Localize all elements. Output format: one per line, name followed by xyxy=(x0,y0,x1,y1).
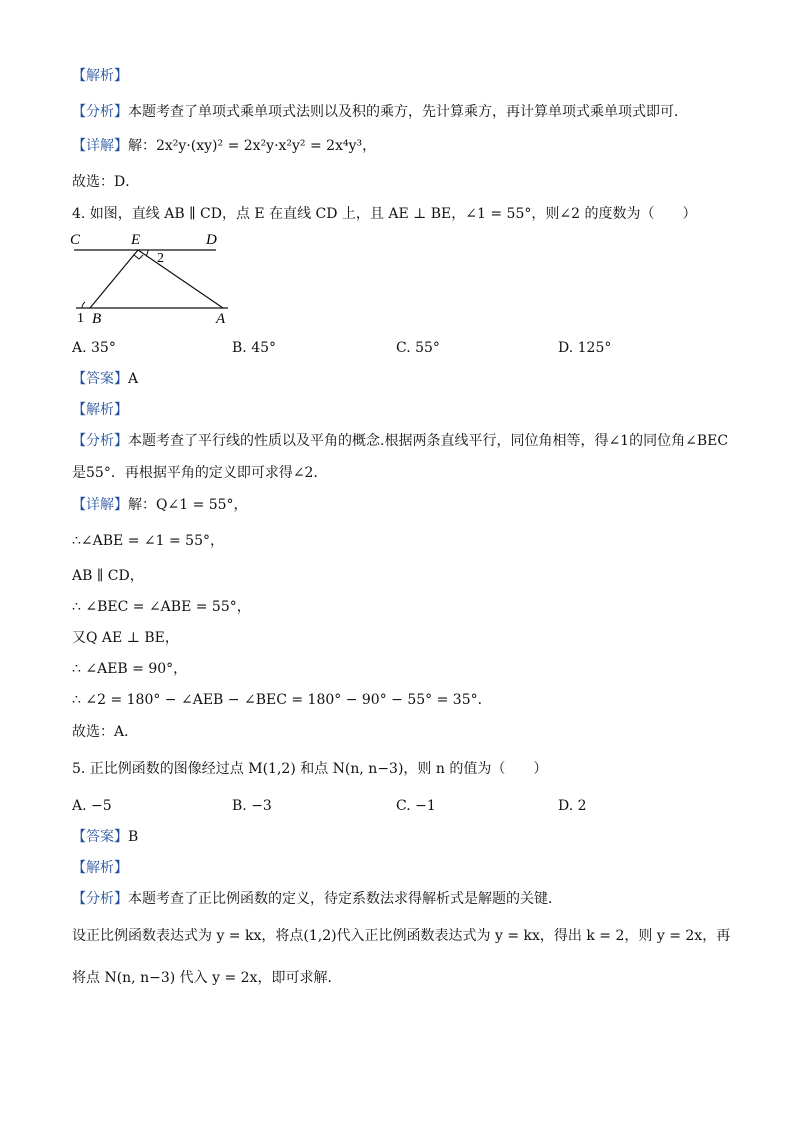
q4-step-2: ∴∠ABE = ∠1 = 55°， xyxy=(72,533,224,549)
q5-jiexi-label: 【解析】 xyxy=(72,860,128,876)
q5-answer-tag: 【答案】 xyxy=(72,829,128,845)
q4-xiangjie xyxy=(72,495,248,515)
label-e: E xyxy=(131,232,141,248)
q4-answer-value: A xyxy=(128,371,139,387)
q5-option-b: B. −3 xyxy=(232,798,272,814)
q3-xiangjie-text: 解：2x²y·(xy)² = 2x²y·x²y² = 2x⁴y³， xyxy=(128,138,377,154)
label-1: 1 xyxy=(77,311,84,326)
q4-option-b: B. 45° xyxy=(232,340,277,356)
q3-jiexi-label: 【解析】 xyxy=(72,68,128,84)
q4-fenxi-text-1: 本题考查了平行线的性质以及平角的概念.根据两条直线平行，同位角相等，得∠1的同位角∠BEC xyxy=(128,433,729,449)
q3-fenxi xyxy=(72,102,688,122)
q4-step-4: ∴ ∠BEC = ∠ABE = 55°， xyxy=(72,599,251,615)
q4-answer-choice: 故选：A． xyxy=(72,724,139,740)
q4-answer-tag: 【答案】 xyxy=(72,371,128,387)
right-angle-mark xyxy=(134,255,143,259)
segment-be xyxy=(90,250,138,308)
angle-1-arc xyxy=(82,302,85,308)
q5-fenxi-text: 本题考查了正比例函数的定义，待定系数法求得解析式是解题的关键． xyxy=(128,891,562,907)
q4-fenxi-text-2: 是55°．再根据平角的定义即可求得∠2． xyxy=(72,465,328,481)
q5-option-d: D. 2 xyxy=(558,798,587,814)
label-c: C xyxy=(70,232,81,248)
q3-fenxi-tag: 【分析】 xyxy=(72,104,128,120)
q4-xiangjie-tag: 【详解】 xyxy=(72,497,128,513)
q5-fenxi-tag: 【分析】 xyxy=(72,891,128,907)
q4-stem: 4. 如图，直线 AB ∥ CD，点 E 在直线 CD 上，且 AE ⊥ BE，∠1 = 55°，则∠2 的度数为（ ） xyxy=(72,206,697,222)
q4-figure xyxy=(68,228,238,328)
q5-fenxi xyxy=(72,889,562,909)
q4-step-6: ∴ ∠AEB = 90°， xyxy=(72,661,188,677)
q4-option-d: D. 125° xyxy=(558,340,612,356)
q4-option-c: C. 55° xyxy=(396,340,440,356)
label-2: 2 xyxy=(157,251,164,266)
label-b: B xyxy=(92,311,102,327)
q5-stem: 5. 正比例函数的图像经过点 M(1,2) 和点 N(n, n−3)，则 n 的值为（ ） xyxy=(72,761,548,777)
segment-ea xyxy=(138,250,223,308)
q4-fenxi xyxy=(72,431,728,451)
label-a: A xyxy=(216,311,226,327)
q4-step-3: AB ∥ CD， xyxy=(72,568,144,584)
q5-option-c: C. −1 xyxy=(396,798,436,814)
label-d: D xyxy=(206,232,217,248)
q3-xiangjie-tag: 【详解】 xyxy=(72,138,128,154)
q4-fenxi-tag: 【分析】 xyxy=(72,433,128,449)
angle-2-arc xyxy=(146,250,148,256)
q4-step-1: 解：Q∠1 = 55°， xyxy=(128,497,248,513)
q5-solution-line-2: 将点 N(n, n−3) 代入 y = 2x，即可求解． xyxy=(72,970,342,986)
q3-fenxi-text: 本题考查了单项式乘单项式法则以及积的乘方，先计算乘方，再计算单项式乘单项式即可． xyxy=(128,104,688,120)
q5-solution-line-1: 设正比例函数表达式为 y = kx，将点(1,2)代入正比例函数表达式为 y = kx，得出 k = 2，则 y = 2x，再 xyxy=(72,928,731,944)
q4-answer xyxy=(72,369,138,389)
q5-answer xyxy=(72,827,138,847)
q4-option-a: A. 35° xyxy=(72,340,116,356)
q3-answer-choice: 故选：D． xyxy=(72,174,140,190)
q4-step-5: 又Q AE ⊥ BE， xyxy=(72,630,179,646)
q4-step-7: ∴ ∠2 = 180° − ∠AEB − ∠BEC = 180° − 90° − 55° = 35°． xyxy=(72,692,492,708)
q4-jiexi-label: 【解析】 xyxy=(72,402,128,418)
q3-xiangjie xyxy=(72,136,376,156)
q5-option-a: A. −5 xyxy=(72,798,112,814)
q5-answer-value: B xyxy=(128,829,139,845)
